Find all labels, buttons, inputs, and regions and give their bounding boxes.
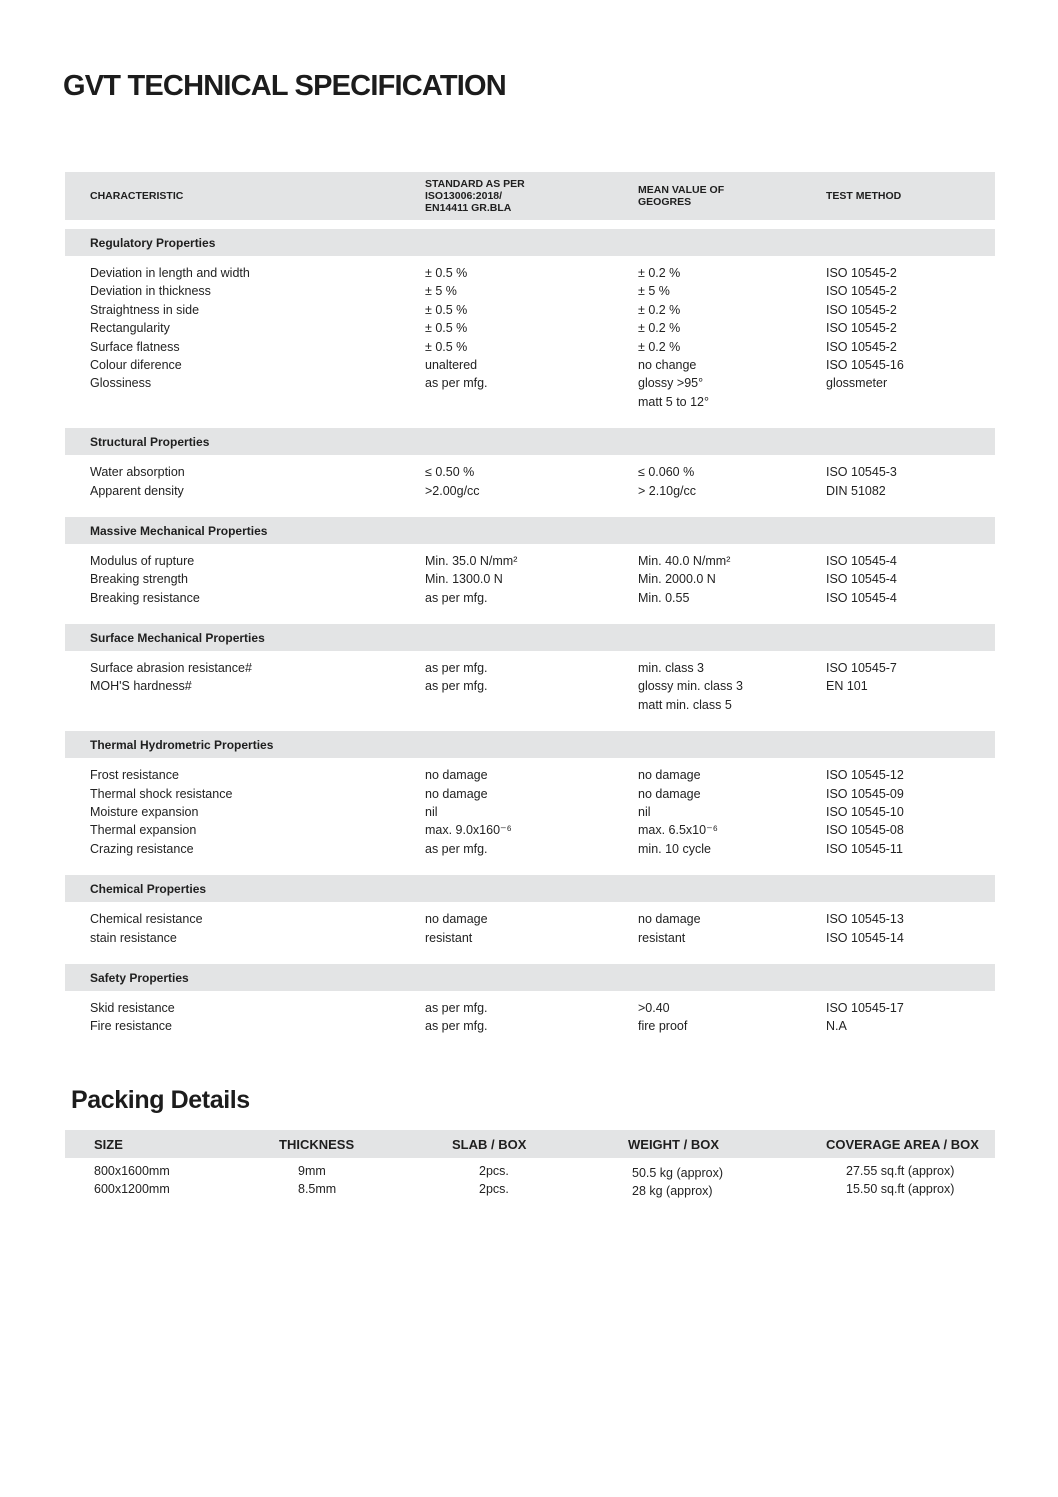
standard-cell: nil	[425, 805, 438, 820]
standard-cell: as per mfg.	[425, 1019, 488, 1034]
standard-cell: unaltered	[425, 357, 478, 372]
characteristic-cell: Surface abrasion resistance#	[90, 661, 252, 676]
standard-cell: ± 0.5 %	[425, 266, 468, 280]
packing-header-slab-box: SLAB / BOX	[452, 1137, 527, 1152]
test-method-cell: ISO 10545-08	[826, 823, 904, 838]
characteristic-cell: Thermal expansion	[90, 823, 197, 838]
standard-cell: Min. 1300.0 N	[425, 572, 503, 587]
spec-table-header	[65, 172, 995, 220]
section-rows	[65, 256, 995, 419]
packing-cell: 8.5mm	[298, 1182, 337, 1196]
table-row	[65, 1017, 995, 1035]
section-rows	[65, 758, 995, 866]
standard-cell: ± 0.5 %	[425, 302, 468, 317]
mean-value-cell	[638, 677, 743, 714]
test-method-cell: ISO 10545-12	[826, 768, 904, 783]
mean-value-cell	[638, 482, 696, 500]
test-method-cell: ISO 10545-10	[826, 805, 904, 820]
mean-value-cell	[638, 552, 730, 570]
mean-value-cell	[638, 374, 709, 411]
standard-cell: no damage	[425, 912, 488, 927]
table-row	[65, 264, 995, 282]
packing-cell: 600x1200mm	[94, 1182, 170, 1196]
spec-section	[65, 428, 995, 508]
table-row	[65, 589, 995, 607]
mean-value-cell	[638, 338, 680, 356]
table-row	[65, 1182, 995, 1200]
mean-value-line: ± 5 %	[638, 284, 670, 299]
mean-value-cell	[638, 803, 651, 821]
mean-value-line: nil	[638, 805, 651, 820]
mean-value-cell	[638, 589, 689, 607]
test-method-cell: ISO 10545-16	[826, 357, 904, 372]
packing-cell: 2pcs.	[479, 1164, 509, 1178]
test-method-cell: ISO 10545-11	[826, 841, 903, 856]
mean-value-line: no damage	[638, 768, 701, 783]
table-row	[65, 338, 995, 356]
standard-cell: ± 0.5 %	[425, 339, 468, 354]
characteristic-cell: Deviation in length and width	[90, 266, 250, 280]
section-rows	[65, 991, 995, 1044]
characteristic-cell: Skid resistance	[90, 1001, 175, 1016]
spec-section	[65, 731, 995, 866]
test-method-cell: ISO 10545-3	[826, 465, 897, 480]
mean-value-cell	[638, 821, 718, 839]
table-row	[65, 766, 995, 784]
section-title: Surface Mechanical Properties	[90, 631, 265, 646]
characteristic-cell: Breaking strength	[90, 572, 188, 587]
mean-value-cell	[638, 785, 701, 803]
characteristic-cell: Moisture expansion	[90, 805, 199, 820]
standard-cell: as per mfg.	[425, 1001, 488, 1016]
section-rows	[65, 651, 995, 722]
characteristic-cell: Deviation in thickness	[90, 284, 211, 299]
test-method-cell: ISO 10545-2	[826, 321, 897, 336]
spec-section	[65, 517, 995, 615]
table-row	[65, 463, 995, 481]
table-row	[65, 999, 995, 1017]
test-method-cell: ISO 10545-09	[826, 786, 904, 801]
mean-value-line: no change	[638, 357, 697, 372]
mean-value-line: Min. 2000.0 N	[638, 572, 716, 587]
table-row	[65, 482, 995, 500]
table-row	[65, 929, 995, 947]
mean-value-cell	[638, 910, 701, 928]
mean-value-line: no damage	[638, 786, 701, 801]
packing-cell: 9mm	[298, 1164, 326, 1178]
packing-table	[65, 1130, 995, 1200]
table-row	[65, 356, 995, 374]
mean-value-cell	[638, 463, 694, 481]
header-mean-value: MEAN VALUE OF GEOGRES	[638, 184, 725, 208]
mean-value-cell	[638, 766, 701, 784]
section-title: Thermal Hydrometric Properties	[90, 738, 274, 753]
table-row	[65, 282, 995, 300]
packing-header-thickness: THICKNESS	[279, 1137, 355, 1152]
mean-value-cell	[638, 356, 696, 374]
mean-value-cell	[638, 301, 680, 319]
section-header	[65, 964, 995, 991]
mean-value-line: min. 10 cycle	[638, 841, 711, 856]
standard-cell: as per mfg.	[425, 661, 488, 676]
table-row	[65, 785, 995, 803]
packing-cell: 50.5 kg (approx)	[632, 1166, 724, 1180]
standard-cell: Min. 35.0 N/mm²	[425, 553, 518, 568]
section-rows	[65, 544, 995, 615]
standard-cell: as per mfg.	[425, 590, 488, 605]
test-method-cell: EN 101	[826, 679, 868, 694]
standard-cell: resistant	[425, 930, 473, 945]
test-method-cell: ISO 10545-2	[826, 284, 897, 299]
mean-value-line: no damage	[638, 912, 701, 927]
section-header	[65, 624, 995, 651]
mean-value-line: resistant	[638, 930, 686, 945]
mean-value-line: matt 5 to 12°	[638, 394, 710, 409]
mean-value-cell	[638, 840, 711, 858]
characteristic-cell: Surface flatness	[90, 339, 180, 354]
table-row	[65, 301, 995, 319]
characteristic-cell: Water absorption	[90, 465, 185, 480]
test-method-cell: ISO 10545-2	[826, 266, 897, 280]
characteristic-cell: stain resistance	[90, 930, 177, 945]
test-method-cell: ISO 10545-4	[826, 572, 897, 587]
test-method-cell: ISO 10545-4	[826, 553, 897, 568]
section-rows	[65, 902, 995, 955]
section-header	[65, 731, 995, 758]
test-method-cell: glossmeter	[826, 376, 888, 391]
standard-cell: no damage	[425, 768, 488, 783]
spec-table	[65, 172, 995, 1044]
mean-value-line: min. class 3	[638, 661, 704, 676]
mean-value-line: > 2.10g/cc	[638, 483, 697, 498]
test-method-cell: ISO 10545-17	[826, 1001, 904, 1016]
table-row	[65, 677, 995, 714]
packing-header-size: SIZE	[94, 1137, 123, 1152]
header-test-method: TEST METHOD	[826, 190, 902, 202]
standard-cell: as per mfg.	[425, 679, 488, 694]
standard-cell: max. 9.0x160⁻⁶	[425, 823, 512, 838]
characteristic-cell: Fire resistance	[90, 1019, 172, 1034]
spec-section	[65, 875, 995, 955]
spec-section	[65, 964, 995, 1044]
packing-cell: 800x1600mm	[94, 1164, 170, 1178]
mean-value-line: glossy >95°	[638, 376, 704, 391]
table-row	[65, 840, 995, 858]
mean-value-cell	[638, 264, 680, 282]
characteristic-cell: Crazing resistance	[90, 841, 194, 856]
spec-section	[65, 624, 995, 722]
section-title: Chemical Properties	[90, 882, 207, 897]
characteristic-cell: Breaking resistance	[90, 590, 200, 605]
characteristic-cell: Rectangularity	[90, 321, 170, 336]
table-row	[65, 319, 995, 337]
standard-cell: ± 0.5 %	[425, 321, 468, 336]
mean-value-cell	[638, 570, 716, 588]
packing-cell: 27.55 sq.ft (approx)	[846, 1164, 955, 1178]
test-method-cell: ISO 10545-14	[826, 930, 904, 945]
mean-value-line: matt min. class 5	[638, 697, 732, 712]
characteristic-cell: Colour diference	[90, 357, 182, 372]
section-title: Structural Properties	[90, 435, 210, 450]
characteristic-cell: Thermal shock resistance	[90, 786, 233, 801]
mean-value-line: >0.40	[638, 1001, 670, 1016]
standard-cell: ± 5 %	[425, 284, 457, 299]
section-title: Regulatory Properties	[90, 236, 216, 250]
test-method-cell: ISO 10545-4	[826, 590, 897, 605]
characteristic-cell: MOH'S hardness#	[90, 679, 192, 694]
characteristic-cell: Straightness in side	[90, 302, 200, 317]
spec-section	[65, 229, 995, 419]
section-title: Massive Mechanical Properties	[90, 523, 268, 538]
standard-cell: as per mfg.	[425, 376, 488, 391]
table-row	[65, 552, 995, 570]
section-header	[65, 875, 995, 902]
mean-value-cell	[638, 319, 680, 337]
section-header	[65, 428, 995, 455]
table-row	[65, 821, 995, 839]
test-method-cell: N.A	[826, 1019, 847, 1034]
table-row	[65, 803, 995, 821]
mean-value-cell	[638, 929, 685, 947]
table-row	[65, 659, 995, 677]
packing-cell: 2pcs.	[479, 1182, 509, 1196]
mean-value-line: ± 0.2 %	[638, 266, 681, 280]
table-row	[65, 910, 995, 928]
characteristic-cell: Frost resistance	[90, 768, 179, 783]
test-method-cell: ISO 10545-2	[826, 339, 897, 354]
mean-value-cell	[638, 282, 670, 300]
mean-value-cell	[638, 999, 670, 1017]
test-method-cell: ISO 10545-13	[826, 912, 904, 927]
header-standard: STANDARD AS PER ISO13006:2018/ EN14411 GR.BLA	[425, 178, 525, 214]
characteristic-cell: Chemical resistance	[90, 912, 203, 927]
standard-cell: no damage	[425, 786, 488, 801]
characteristic-cell: Modulus of rupture	[90, 553, 195, 568]
mean-value-line: max. 6.5x10⁻⁶	[638, 823, 718, 838]
section-header	[65, 517, 995, 544]
section-rows	[65, 455, 995, 508]
characteristic-cell: Glossiness	[90, 376, 152, 391]
packing-cell: 15.50 sq.ft (approx)	[846, 1182, 955, 1196]
mean-value-cell	[638, 659, 704, 677]
section-title: Safety Properties	[90, 971, 189, 986]
test-method-cell: ISO 10545-2	[826, 302, 897, 317]
page-title: GVT TECHNICAL SPECIFICATION	[63, 70, 506, 102]
packing-title: Packing Details	[71, 1086, 250, 1114]
standard-cell: ≤ 0.50 %	[425, 465, 475, 480]
mean-value-line: Min. 0.55	[638, 590, 690, 605]
table-row	[65, 1164, 995, 1182]
mean-value-line: ± 0.2 %	[638, 321, 681, 336]
mean-value-line: ± 0.2 %	[638, 302, 681, 317]
standard-cell: as per mfg.	[425, 841, 488, 856]
mean-value-line: fire proof	[638, 1019, 688, 1034]
section-header	[65, 229, 995, 256]
table-row	[65, 374, 995, 411]
test-method-cell: DIN 51082	[826, 483, 886, 498]
packing-cell: 28 kg (approx)	[632, 1184, 713, 1198]
mean-value-line: Min. 40.0 N/mm²	[638, 553, 731, 568]
mean-value-cell	[638, 1017, 687, 1035]
characteristic-cell: Apparent density	[90, 483, 184, 498]
packing-header-coverage-area: COVERAGE AREA / BOX	[826, 1137, 979, 1152]
spec-sections	[65, 229, 995, 1044]
mean-value-line: ± 0.2 %	[638, 339, 681, 354]
mean-value-line: glossy min. class 3	[638, 679, 743, 694]
packing-header-weight-box: WEIGHT / BOX	[628, 1137, 719, 1152]
test-method-cell: ISO 10545-7	[826, 661, 897, 676]
standard-cell: >2.00g/cc	[425, 483, 480, 498]
packing-header	[65, 1130, 995, 1158]
packing-rows	[65, 1158, 995, 1200]
header-characteristic: CHARACTERISTIC	[90, 190, 184, 202]
table-row	[65, 570, 995, 588]
mean-value-line: ≤ 0.060 %	[638, 465, 695, 480]
